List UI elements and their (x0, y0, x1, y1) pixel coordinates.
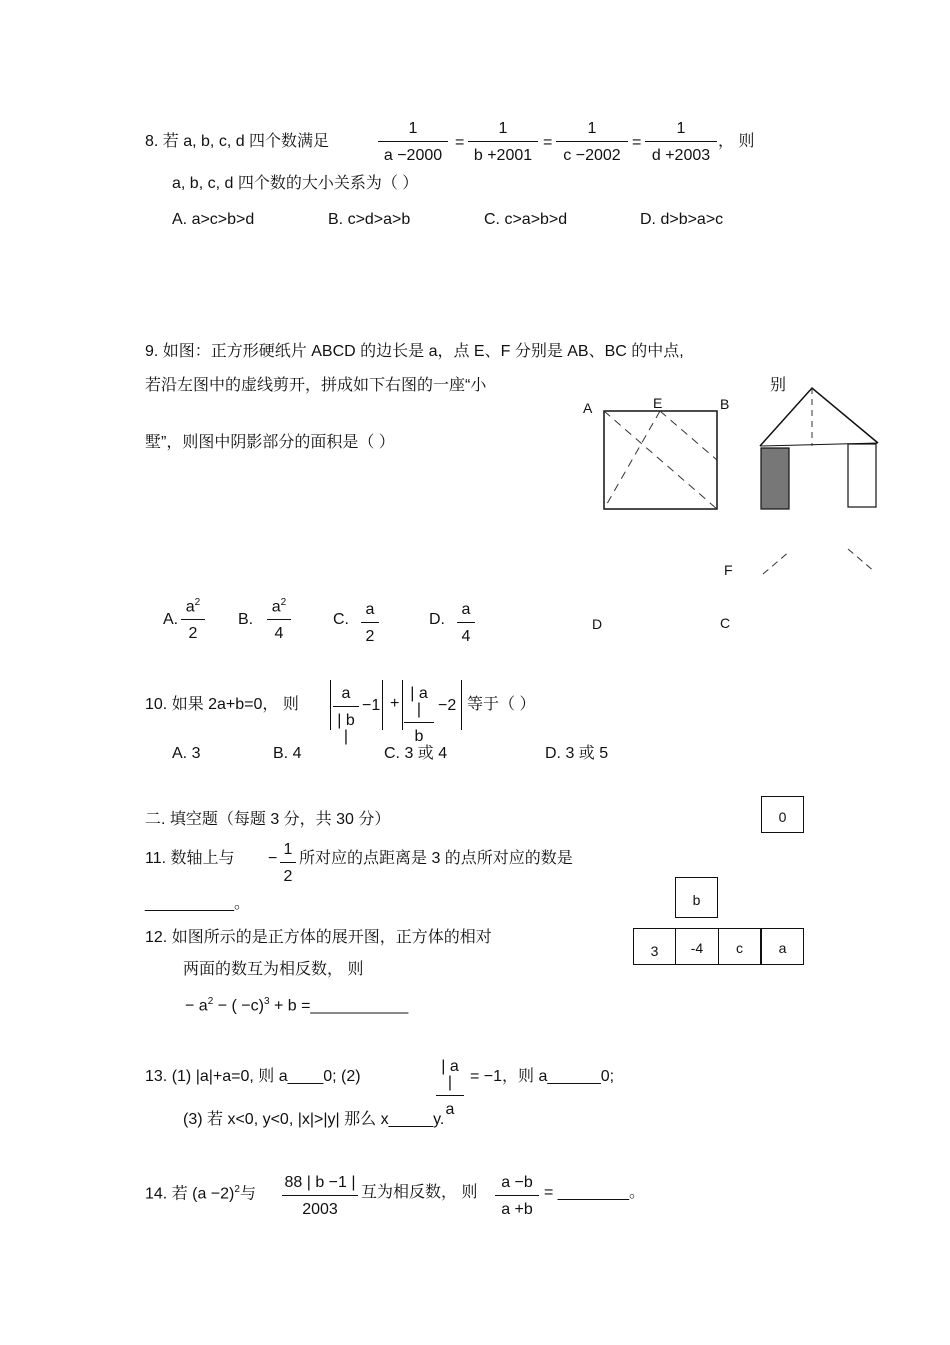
q10-abs-bar-3 (402, 680, 403, 730)
q12-expression: − $a^2$ − ( −c)$^3$ + b =___________ (185, 996, 409, 1015)
q9-option-b-fraction: $a^2$ 4 (267, 598, 291, 642)
q14-fraction-1: 88 | b −1 | 2003 (282, 1175, 358, 1218)
q11-suffix: 所对应的点距离是 3 的点所对应的数是 (299, 850, 573, 867)
label-b: B (720, 396, 730, 412)
q10-minus-1: −1 (362, 697, 381, 714)
q12-line2: 两面的数互为相反数， 则 (183, 961, 364, 978)
q8-option-a: A. a>c>b>d (172, 211, 255, 228)
label-d: D (592, 616, 603, 632)
q14-fraction-2: a −b a +b (495, 1175, 539, 1218)
q9-line2: 若沿左图中的虚线剪开，拼成如下右图的一座“小 (145, 377, 487, 394)
q14-mid: 互为相反数， 则 (361, 1184, 478, 1201)
q8-prefix: 8. 若 a, b, c, d 四个数满足 (145, 133, 330, 150)
q9-option-b-label: B. (238, 611, 254, 628)
net-face-a: a (761, 928, 804, 965)
q12-line1: 12. 如图所示的是正方体的展开图，正方体的相对 (145, 929, 492, 946)
q10-suffix: 等于（ ） (467, 696, 536, 713)
q13-part1: 13. (1) |a|+a=0, 则 a____0; (2) (145, 1068, 361, 1085)
q10-abs-bar-4 (461, 680, 462, 730)
q11-blank: __________。 (145, 895, 250, 912)
q11-minus: − (268, 850, 278, 867)
q8-equals-2: = (543, 134, 553, 151)
q8-fraction-1: 1 a −2000 (378, 121, 448, 164)
net-face-b: b (675, 877, 718, 918)
label-a: A (583, 400, 593, 416)
label-f: F (724, 562, 733, 578)
q13-part3: (3) 若 x<0, y<0, |x|>|y| 那么 x_____y. (183, 1111, 445, 1128)
cut-line-e-f (660, 411, 717, 460)
section2-title: 二. 填空题（每题 3 分，共 30 分） (145, 811, 391, 828)
q8-option-b: B. c>d>a>b (328, 211, 411, 228)
q8-equals-1: = (455, 134, 465, 151)
net-face-c: c (718, 928, 761, 965)
q8-fraction-4: 1 d +2003 (645, 121, 717, 164)
q11-fraction: 1 2 (280, 842, 296, 885)
q10-abs-bar-2 (382, 680, 383, 730)
q8-line2: a, b, c, d 四个数的大小关系为（ ） (172, 175, 419, 192)
q10-option-c: C. 3 或 4 (384, 745, 448, 762)
q8-equals-3: = (632, 134, 642, 151)
q14-prefix: 14. 若 $(a -2)^2$与 (145, 1184, 256, 1203)
q10-fraction-1: a | b | (333, 686, 359, 745)
q8-suffix: ， 则 (718, 133, 755, 150)
label-e: E (653, 395, 663, 411)
q9-line1: 9. 如图：正方形硬纸片 ABCD 的边长是 a，点 E、F 分别是 AB、BC 的中点, (145, 343, 684, 360)
cut-line-a-c (604, 411, 717, 509)
q10-fraction-2: | a | b (404, 686, 434, 745)
q10-abs-bar-1 (330, 680, 331, 730)
net-face-0: 0 (761, 796, 804, 833)
villa-shaded-wall (761, 448, 789, 509)
q9-option-d-label: D. (429, 611, 445, 628)
q9-line3: 墅”，则图中阴影部分的面积是（ ） (145, 434, 395, 451)
net-face-3: 3 (633, 928, 676, 965)
label-c: C (720, 615, 731, 631)
q9-option-d-fraction: a 4 (457, 602, 475, 645)
q11-prefix: 11. 数轴上与 (145, 850, 235, 867)
villa-white-wall (848, 444, 876, 507)
q8-fraction-2: 1 b +2001 (468, 121, 538, 164)
q13-part2: = −1，则 a______0; (470, 1068, 615, 1085)
q8-option-d: D. d>b>a>c (640, 211, 724, 228)
cut-line-e-d (604, 411, 660, 509)
q10-plus: + (390, 695, 400, 712)
q10-option-d: D. 3 或 5 (545, 745, 609, 762)
q9-option-a-label: A. (163, 611, 179, 628)
q10-prefix: 10. 如果 2a+b=0， 则 (145, 696, 299, 713)
q9-option-a-fraction: $a^2$ 2 (181, 598, 205, 642)
q9-option-c-fraction: a 2 (361, 602, 379, 645)
villa-dashed-right (848, 549, 875, 572)
q13-fraction: | a | a (436, 1059, 464, 1118)
villa-roof (760, 388, 878, 446)
villa-dashed-left (763, 551, 790, 574)
q10-option-a: A. 3 (172, 745, 201, 762)
q9-line2-tail: 别 (770, 377, 787, 394)
q9-option-c-label: C. (333, 611, 349, 628)
q14-suffix: = ________。 (544, 1184, 645, 1201)
net-face-neg4: -4 (675, 928, 719, 965)
q8-fraction-3: 1 c −2002 (556, 121, 628, 164)
q10-option-b: B. 4 (273, 745, 302, 762)
q8-option-c: C. c>a>b>d (484, 211, 568, 228)
q10-minus-2: −2 (438, 697, 457, 714)
